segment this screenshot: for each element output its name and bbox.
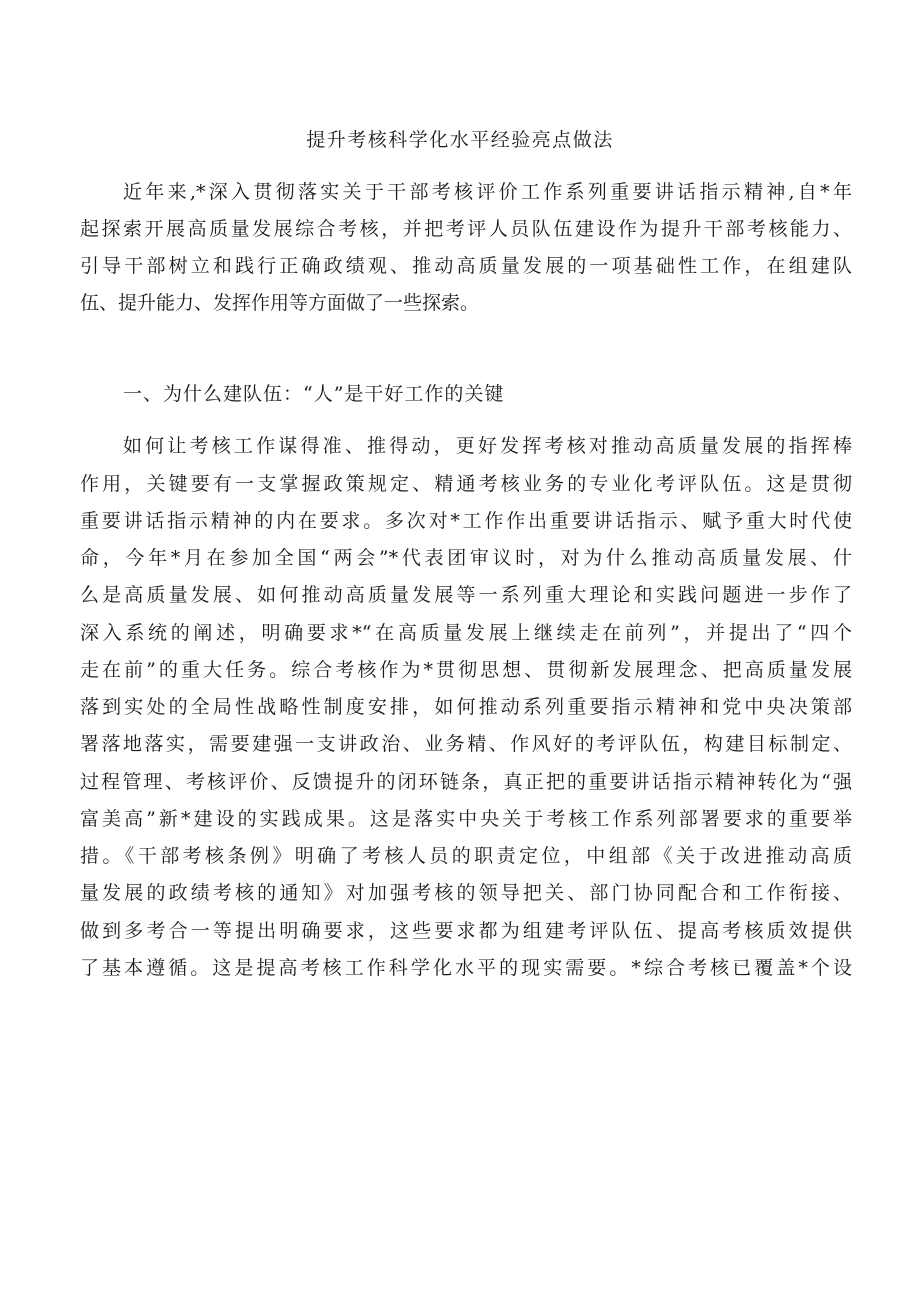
paragraph-2-line-9: 署落地落实，需要建强一支讲政治、业务精、作风好的考评队伍，构建目标制定、 bbox=[80, 733, 852, 755]
section-heading-1: 一、为什么建队伍：“人”是干好工作的关键 bbox=[123, 383, 505, 405]
paragraph-2-line-1: 如何让考核工作谋得准、推得动，更好发挥考核对推动高质量发展的指挥棒 bbox=[123, 435, 852, 457]
paragraph-2-line-4: 命，今年*月在参加全国“两会”*代表团审议时，对为什么推动高质量发展、什 bbox=[80, 547, 852, 569]
paragraph-2-line-8: 落到实处的全局性战略性制度安排，如何推动系列重要指示精神和党中央决策部 bbox=[80, 696, 852, 718]
paragraph-2-line-7: 走在前”的重大任务。综合考核作为*贯彻思想、贯彻新发展理念、把高质量发展 bbox=[80, 659, 852, 681]
paragraph-2-line-11: 富美高”新*建设的实践成果。这是落实中央关于考核工作系列部署要求的重要举 bbox=[80, 808, 852, 830]
paragraph-2-line-15: 了基本遵循。这是提高考核工作科学化水平的现实需要。*综合考核已覆盖*个设 bbox=[80, 957, 852, 979]
paragraph-1-line-3: 引导干部树立和践行正确政绩观、推动高质量发展的一项基础性工作，在组建队 bbox=[80, 255, 852, 277]
paragraph-2-line-2: 作用，关键要有一支掌握政策规定、精通考核业务的专业化考评队伍。这是贯彻 bbox=[80, 473, 852, 495]
paragraph-2-line-12: 措。《干部考核条例》明确了考核人员的职责定位，中组部《关于改进推动高质 bbox=[80, 845, 852, 867]
paragraph-2-line-10: 过程管理、考核评价、反馈提升的闭环链条，真正把的重要讲话指示精神转化为“强 bbox=[80, 771, 852, 793]
paragraph-2-line-13: 量发展的政绩考核的通知》对加强考核的领导把关、部门协同配合和工作衔接、 bbox=[80, 882, 852, 904]
paragraph-1-line-2: 起探索开展高质量发展综合考核，并把考评人员队伍建设作为提升干部考核能力、 bbox=[80, 218, 852, 240]
paragraph-2-line-3: 重要讲话指示精神的内在要求。多次对*工作作出重要讲话指示、赋予重大时代使 bbox=[80, 510, 852, 532]
paragraph-1-line-4: 伍、提升能力、发挥作用等方面做了一些探索。 bbox=[80, 292, 480, 314]
paragraph-2-line-14: 做到多考合一等提出明确要求，这些要求都为组建考评队伍、提高考核质效提供 bbox=[80, 920, 852, 942]
paragraph-2-line-5: 么是高质量发展、如何推动高质量发展等一系列重大理论和实践问题进一步作了 bbox=[80, 584, 852, 606]
paragraph-2-line-6: 深入系统的阐述，明确要求*“在高质量发展上继续走在前列”，并提出了“四个 bbox=[80, 622, 852, 644]
document-title: 提升考核科学化水平经验亮点做法 bbox=[306, 129, 614, 151]
paragraph-1-line-1: 近年来,*深入贯彻落实关于干部考核评价工作系列重要讲话指示精神,自*年 bbox=[123, 181, 852, 203]
